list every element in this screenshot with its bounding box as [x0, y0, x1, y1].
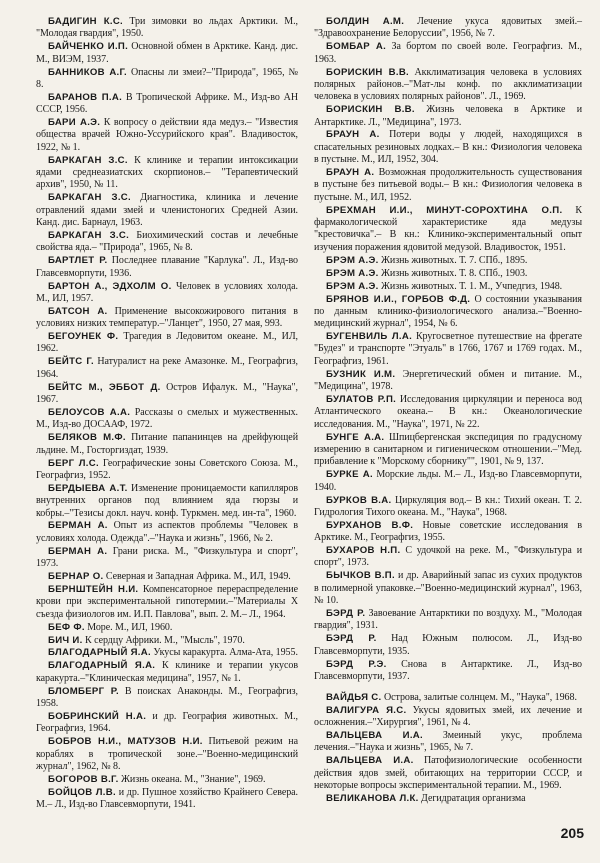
- entry-author: ВАЛЬЦЕВА И.А.: [326, 730, 423, 742]
- entry-text: Новые советские исследования в Арктике. М., Географгиз, 1955.: [314, 519, 582, 544]
- bibliography-entry: [314, 41, 582, 66]
- entry-text: Жизнь человека в Арктике и Антарктике. Л., "Медицина", 1973.: [314, 104, 582, 128]
- bibliography-entry: [314, 331, 582, 368]
- entry-text: Остров Ифалук. М., "Наука", 1967.: [36, 381, 298, 406]
- bibliography-column-right: [314, 16, 582, 806]
- bibliography-entry: [36, 331, 298, 356]
- entry-author: БЛАГОДАРНЫЙ Я.А.: [48, 647, 151, 659]
- entry-text: Шпицбергенская экспедиция по градусному измерению в санитарном и гигиеническом отношении.–"Мед. прибавление к "Морскому сборнику"", 1901, № 9, 137.: [314, 431, 582, 468]
- entry-text: Опасны ли змеи?–"Природа", 1965, № 8.: [36, 66, 298, 90]
- entry-author: БРЭМ А.Э.: [326, 254, 379, 266]
- bibliography-entry: [314, 369, 582, 394]
- bibliography-entry: [36, 432, 298, 457]
- entry-text: и др. Пушное хозяйство Крайнего Севера. М.– Л., Изд-во Главсевморпути, 1941.: [36, 786, 299, 811]
- bibliography-entry: [36, 774, 298, 786]
- bibliography-entry: [314, 294, 582, 331]
- entry-text: Географические зоны Советского Союза. М., Географгиз, 1952.: [36, 457, 298, 481]
- bibliography-entry: [314, 705, 582, 730]
- entry-author: БЛОМБЕРГ Р.: [48, 685, 119, 697]
- entry-text: К клинике и терапии интоксикации ядами среднеазиатских скорпионов.– "Терапевтический архив", 1950, № 11.: [36, 154, 299, 191]
- entry-author: БАРТОН А., ЭДХОЛМ О.: [48, 280, 172, 292]
- bibliography-entry: [314, 730, 582, 755]
- bibliography-entry: [314, 167, 582, 204]
- bibliography-entry: [36, 67, 298, 92]
- entry-author: БЕЛЯКОВ М.Ф.: [48, 432, 126, 444]
- entry-text: Питьевой режим на кораблях в тропической зоне.–"Военно-медицинский журнал", 1962, № 8.: [36, 736, 298, 772]
- entry-text: К фармакологической характеристике яда медузы "крестовичка".– В кн.: Клинико-экспериментальный опыт изучения поражения ядовитой медузой. Владивосток, 1951.: [314, 204, 582, 253]
- entry-text: Биохимический состав и лечебные свойства яда.– "Природа", 1965, № 8.: [36, 230, 298, 254]
- entry-text: Грани риска. М., "Физкультура и спорт", 1973.: [36, 545, 299, 570]
- bibliography-entry: [36, 787, 298, 812]
- entry-text: Жизнь животных. Т. 8. СПб., 1903.: [381, 267, 528, 279]
- entry-text: Человек в условиях холода. М., ИЛ, 1957.: [36, 280, 298, 304]
- entry-author: БЕРДЫЕВА А.Т.: [48, 482, 128, 494]
- bibliography-entry: [314, 520, 582, 545]
- bibliography-entry: [314, 570, 582, 607]
- entry-text: Кругосветное путешествие на фрегате "Будез" и транспорте "Этуаль" в 1766, 1767 и 1769 годах. М., Географгиз, 1961.: [314, 331, 582, 367]
- entry-author: БУРКЕ А.: [326, 469, 373, 481]
- entry-author: БИЧ И.: [48, 634, 83, 646]
- bibliography-entry: [314, 281, 582, 293]
- entry-text: Трагедия в Ледовитом океане. М., ИЛ, 1962.: [36, 331, 298, 355]
- bibliography-entry: [314, 608, 582, 633]
- entry-text: Северная и Западная Африка. М., ИЛ, 1949.: [105, 571, 291, 582]
- bibliography-entry: [36, 230, 298, 255]
- entry-text: К сердцу Африки. М., "Мысль", 1970.: [85, 634, 245, 646]
- entry-text: Морские льды. М.– Л., Изд-во Главсевморпути, 1940.: [314, 469, 583, 493]
- entry-text: и др. Аварийный запас из сухих продуктов в полимерной упаковке.–"Военно-медицинский журнал", 1963, № 10.: [314, 570, 582, 607]
- bibliography-entry: [314, 755, 582, 792]
- entry-text: Компенсаторное перераспределение крови при экспериментальной гипотермии.–"Материалы X съезда физиологов им. И.П. Павлова", вып. 2. М.– Л., 1964.: [36, 583, 298, 620]
- entry-text: Жизнь океана. М., "Знание", 1969.: [121, 773, 266, 785]
- bibliography-entry: [314, 268, 582, 280]
- entry-author: БЕРГ Л.С.: [48, 457, 99, 469]
- entry-author: БАННИКОВ А.Г.: [48, 66, 128, 78]
- entry-author: БРЭМ А.Э.: [326, 280, 379, 292]
- bibliography-entry: [36, 41, 298, 66]
- entry-author: БЕЙТС М., ЭББОТ Д.: [48, 381, 161, 393]
- bibliography-entry: [314, 67, 582, 104]
- bibliography-entry: [36, 306, 298, 331]
- entry-text: Жизнь животных. Т. 7. СПб., 1895.: [381, 254, 528, 266]
- entry-text: В Тропической Африке. М., Изд-во АН СССР, 1956.: [36, 91, 298, 116]
- entry-author: БУРКОВ В.А.: [326, 494, 392, 506]
- bibliography-entry: [36, 571, 298, 583]
- bibliography-entry: [36, 520, 298, 545]
- entry-author: БЕЛОУСОВ А.А.: [48, 406, 131, 418]
- entry-author: БОЙЦОВ Л.В.: [48, 786, 116, 798]
- entry-author: БОРИСКИН В.В.: [326, 66, 410, 78]
- bibliography-entry: [314, 633, 582, 658]
- bibliography-entry: [314, 255, 582, 267]
- bibliography-entry: [36, 660, 298, 685]
- bibliography-entry: [36, 546, 298, 571]
- bibliography-entry: [314, 692, 582, 704]
- bibliography-entry: [314, 205, 582, 254]
- bibliography-entry: [36, 356, 298, 381]
- entry-author: БЭРД Р.: [326, 633, 377, 645]
- bibliography-entry: [314, 394, 582, 431]
- entry-author: БОБРИНСКИЙ Н.А.: [48, 710, 147, 722]
- entry-text: Циркуляция вод.– В кн.: Тихий океан. Т. 2. Гидрология Тихого океана. М., "Наука", 1968.: [314, 494, 582, 518]
- entry-author: БОЛДИН А.М.: [326, 16, 405, 27]
- entry-text: С удочкой на реке. М., "Физкультура и спорт", 1973.: [314, 545, 582, 569]
- entry-author: БЭРД Р.Э.: [326, 658, 387, 670]
- entry-text: К клинике и терапии укусов каракурта.–"Клиническая медицина", 1957, № 1.: [36, 660, 298, 684]
- bibliography-entry: [314, 104, 582, 129]
- entry-author: БАДИГИН К.С.: [48, 16, 124, 27]
- entry-author: БОБРОВ Н.И., МАТУЗОВ Н.И.: [48, 736, 203, 748]
- entry-author: БЭРД Р.: [326, 608, 366, 620]
- entry-author: БРЭМ А.Э.: [326, 267, 379, 279]
- entry-author: БАРКАГАН З.С.: [48, 192, 131, 204]
- entry-author: БЕГОУНЕК Ф.: [48, 331, 119, 343]
- bibliography-entry: [36, 584, 298, 621]
- bibliography-entry: [36, 647, 298, 659]
- entry-text: Применение высокожирового питания в условиях низких температур.–"Ланцет", 1950, 27 мая, 993.: [36, 305, 298, 330]
- bibliography-entry: [36, 483, 298, 520]
- entry-text: Три зимовки во льдах Арктики. М., "Молодая гвардия", 1950.: [36, 16, 299, 40]
- entry-text: Завоевание Антарктики по воздуху. М., "Молодая гвардия", 1931.: [314, 608, 582, 632]
- entry-text: Акклиматизация человека в условиях полярных районов.–"Мат-лы конф. по акклиматизации человека в условиях полярных районов". Л., 1969.: [314, 66, 582, 103]
- entry-text: Последнее плавание "Карлука". Л., Изд-во Главсевморпути, 1936.: [36, 255, 299, 279]
- bibliography-entry: [36, 192, 298, 229]
- entry-text: Потери воды у людей, находящихся в спасательных резиновых лодках.– В кн.: Физиология человека в пустыне. М., ИЛ, 1952, 304.: [314, 129, 583, 166]
- bibliography-entry: [36, 382, 298, 407]
- entry-author: БЕРНАР О.: [48, 571, 104, 582]
- entry-text: Жизнь животных. Т. 1. М., Учпедгиз, 1948.: [381, 280, 563, 292]
- bibliography-entry: [36, 117, 298, 154]
- entry-author: БРАУН А.: [326, 129, 380, 141]
- entry-text: Укусы ядовитых змей, их лечение и осложнения.–"Хирургия", 1961, № 4.: [314, 704, 582, 729]
- entry-text: За бортом по своей воле. Географгиз. М., 1963.: [314, 41, 582, 65]
- entry-text: Рассказы о смелых и мужественных. М., Изд-во ДОСААФ, 1972.: [36, 406, 298, 431]
- entry-text: Питание папанинцев на дрейфующей льдине. М., Госторгиздат, 1939.: [36, 432, 299, 456]
- entry-author: БАРКАГАН З.С.: [48, 230, 130, 241]
- entry-text: Возможная продолжительность существования в пустыне без питьевой воды.– В кн.: Физиология человека в пустыне. М., ИЛ, 1952.: [314, 167, 582, 203]
- bibliography-column-left: [36, 16, 298, 812]
- entry-author: БАРИ А.Э.: [48, 117, 101, 129]
- entry-author: БЕЙТС Г.: [48, 356, 94, 368]
- bibliography-entry: [314, 659, 582, 684]
- bibliography-entry: [36, 635, 298, 647]
- entry-text: О состоянии указывания по данным клинико-физиологического анализа.–"Военно-медицинский журнал", 1954, № 6.: [314, 293, 582, 330]
- entry-author: БЫЧКОВ В.П.: [326, 570, 395, 582]
- entry-author: БРАУН А.: [326, 167, 375, 179]
- entry-text: и др. География животных. М., Географгиз, 1964.: [36, 710, 298, 735]
- entry-author: БЛАГОДАРНЫЙ Я.А.: [48, 660, 156, 672]
- bibliography-entry: [36, 16, 298, 41]
- entry-text: Море. М., ИЛ, 1960.: [87, 621, 173, 633]
- entry-author: БЕРМАН А.: [48, 545, 108, 557]
- entry-text: Над Южным полюсом. Л., Изд-во Главсевморпути, 1935.: [314, 633, 582, 657]
- bibliography-entry: [36, 281, 298, 306]
- entry-text: Опыт из аспектов проблемы "Человек в условиях холода. Одежда".–"Наука и жизнь", 1966, № 2.: [36, 520, 299, 544]
- entry-text: Лечение укуса ядовитых змей.– "Здравоохранение Белоруссии", 1956, № 7.: [314, 16, 582, 40]
- entry-author: БУРХАНОВ В.Ф.: [326, 519, 414, 531]
- entry-text: Изменение проницаемости капилляров внутренних органов под влиянием яда гюрзы и кобры.–"Тезисы докл. науч. конф. Туркмен. мед. ин-та", 1960.: [36, 482, 298, 519]
- entry-author: БУЗНИК И.М.: [326, 368, 396, 380]
- entry-author: БЕФ Ф.: [48, 621, 85, 633]
- entry-author: БАРТЛЕТ Р.: [48, 255, 108, 267]
- entry-text: Дегидратация организма: [421, 793, 526, 804]
- bibliography-entry: [314, 16, 582, 41]
- entry-author: ВАЛЬЦЕВА И.А.: [326, 755, 414, 767]
- entry-text: Основной обмен в Арктике. Канд. дис. М., ВИЭМ, 1937.: [36, 41, 299, 65]
- entry-author: БРЕХМАН И.И., МИНУТ-СОРОХТИНА О.П.: [326, 204, 563, 216]
- entry-author: ВЕЛИКАНОВА Л.К.: [326, 793, 419, 804]
- section-gap: [314, 684, 582, 692]
- entry-author: БУГЕНВИЛЬ Л.А.: [326, 331, 413, 343]
- bibliography-entry: [314, 469, 582, 494]
- entry-author: ВАЛИГУРА Я.С.: [326, 704, 407, 716]
- entry-author: БЕРМАН А.: [48, 520, 108, 532]
- entry-text: Исследования циркуляции и переноса вод Атлантического океана.– В кн.: Океанологические исследования. М., "Наука", 1971, № 22.: [314, 394, 583, 430]
- bibliography-entry: [314, 545, 582, 570]
- entry-text: К вопросу о действии яда медуз.– "Известия общества врачей Южно-Уссурийского края". Владивосток, 1922, № 1.: [36, 117, 299, 153]
- entry-author: БАРАНОВ П.А.: [48, 91, 123, 103]
- bibliography-entry: [36, 686, 298, 711]
- bibliography-entry: [36, 92, 298, 117]
- entry-text: Снова в Антарктике. Л., Изд-во Главсевморпути, 1937.: [314, 658, 583, 682]
- bibliography-entry: [36, 407, 298, 432]
- bibliography-entry: [314, 129, 582, 166]
- entry-text: Острова, залитые солнцем. М., "Наука", 1968.: [383, 691, 577, 703]
- entry-author: БАЙЧЕНКО И.П.: [48, 41, 129, 53]
- entry-text: Патофизиологические особенности действия ядов змей, обитающих на территории СССР, и некоторые вопросы экспериментальной терапии. М., 1969.: [314, 755, 582, 792]
- entry-author: БЕРНШТЕЙН Н.И.: [48, 583, 139, 595]
- bibliography-entry: [314, 793, 582, 805]
- entry-author: БАТСОН А.: [48, 305, 108, 317]
- entry-author: БОГОРОВ В.Г.: [48, 773, 119, 785]
- entry-author: БУНГЕ А.А.: [326, 431, 385, 443]
- page-number: 205: [560, 825, 584, 841]
- entry-author: ВАЙДЬЯ С.: [326, 691, 382, 703]
- bibliography-entry: [36, 711, 298, 736]
- entry-author: БУХАРОВ Н.П.: [326, 545, 401, 557]
- bibliography-entry: [36, 622, 298, 634]
- entry-author: БАРКАГАН З.С.: [48, 154, 128, 166]
- entry-text: Натуралист на реке Амазонке. М., Географгиз, 1964.: [36, 356, 298, 380]
- bibliography-entry: [314, 432, 582, 469]
- bibliography-entry: [36, 736, 298, 773]
- bibliography-entry: [36, 155, 298, 192]
- entry-author: БОРИСКИН В.В.: [326, 104, 415, 116]
- bibliography-entry: [314, 495, 582, 520]
- bibliography-entry: [36, 458, 298, 483]
- entry-author: БУЛАТОВ Р.П.: [326, 394, 397, 406]
- entry-author: БРЯНОВ И.И., ГОРБОВ Ф.Д.: [326, 293, 471, 305]
- entry-text: Змеиный укус, проблема лечения.–"Наука и жизнь", 1965, № 7.: [314, 730, 582, 754]
- entry-text: Укусы каракурта. Алма-Ата, 1955.: [153, 647, 298, 659]
- entry-text: В поисках Анаконды. М., Географгиз, 1958.: [36, 685, 298, 709]
- entry-text: Энергетический обмен и питание. М., "Медицина", 1978.: [314, 368, 583, 393]
- bibliography-entry: [36, 255, 298, 280]
- entry-text: Диагностика, клиника и лечение отравлений ядами змей и членистоногих Средней Азии. Канд. дис. Барнаул, 1963.: [36, 192, 298, 229]
- entry-author: БОМБАР А.: [326, 41, 387, 53]
